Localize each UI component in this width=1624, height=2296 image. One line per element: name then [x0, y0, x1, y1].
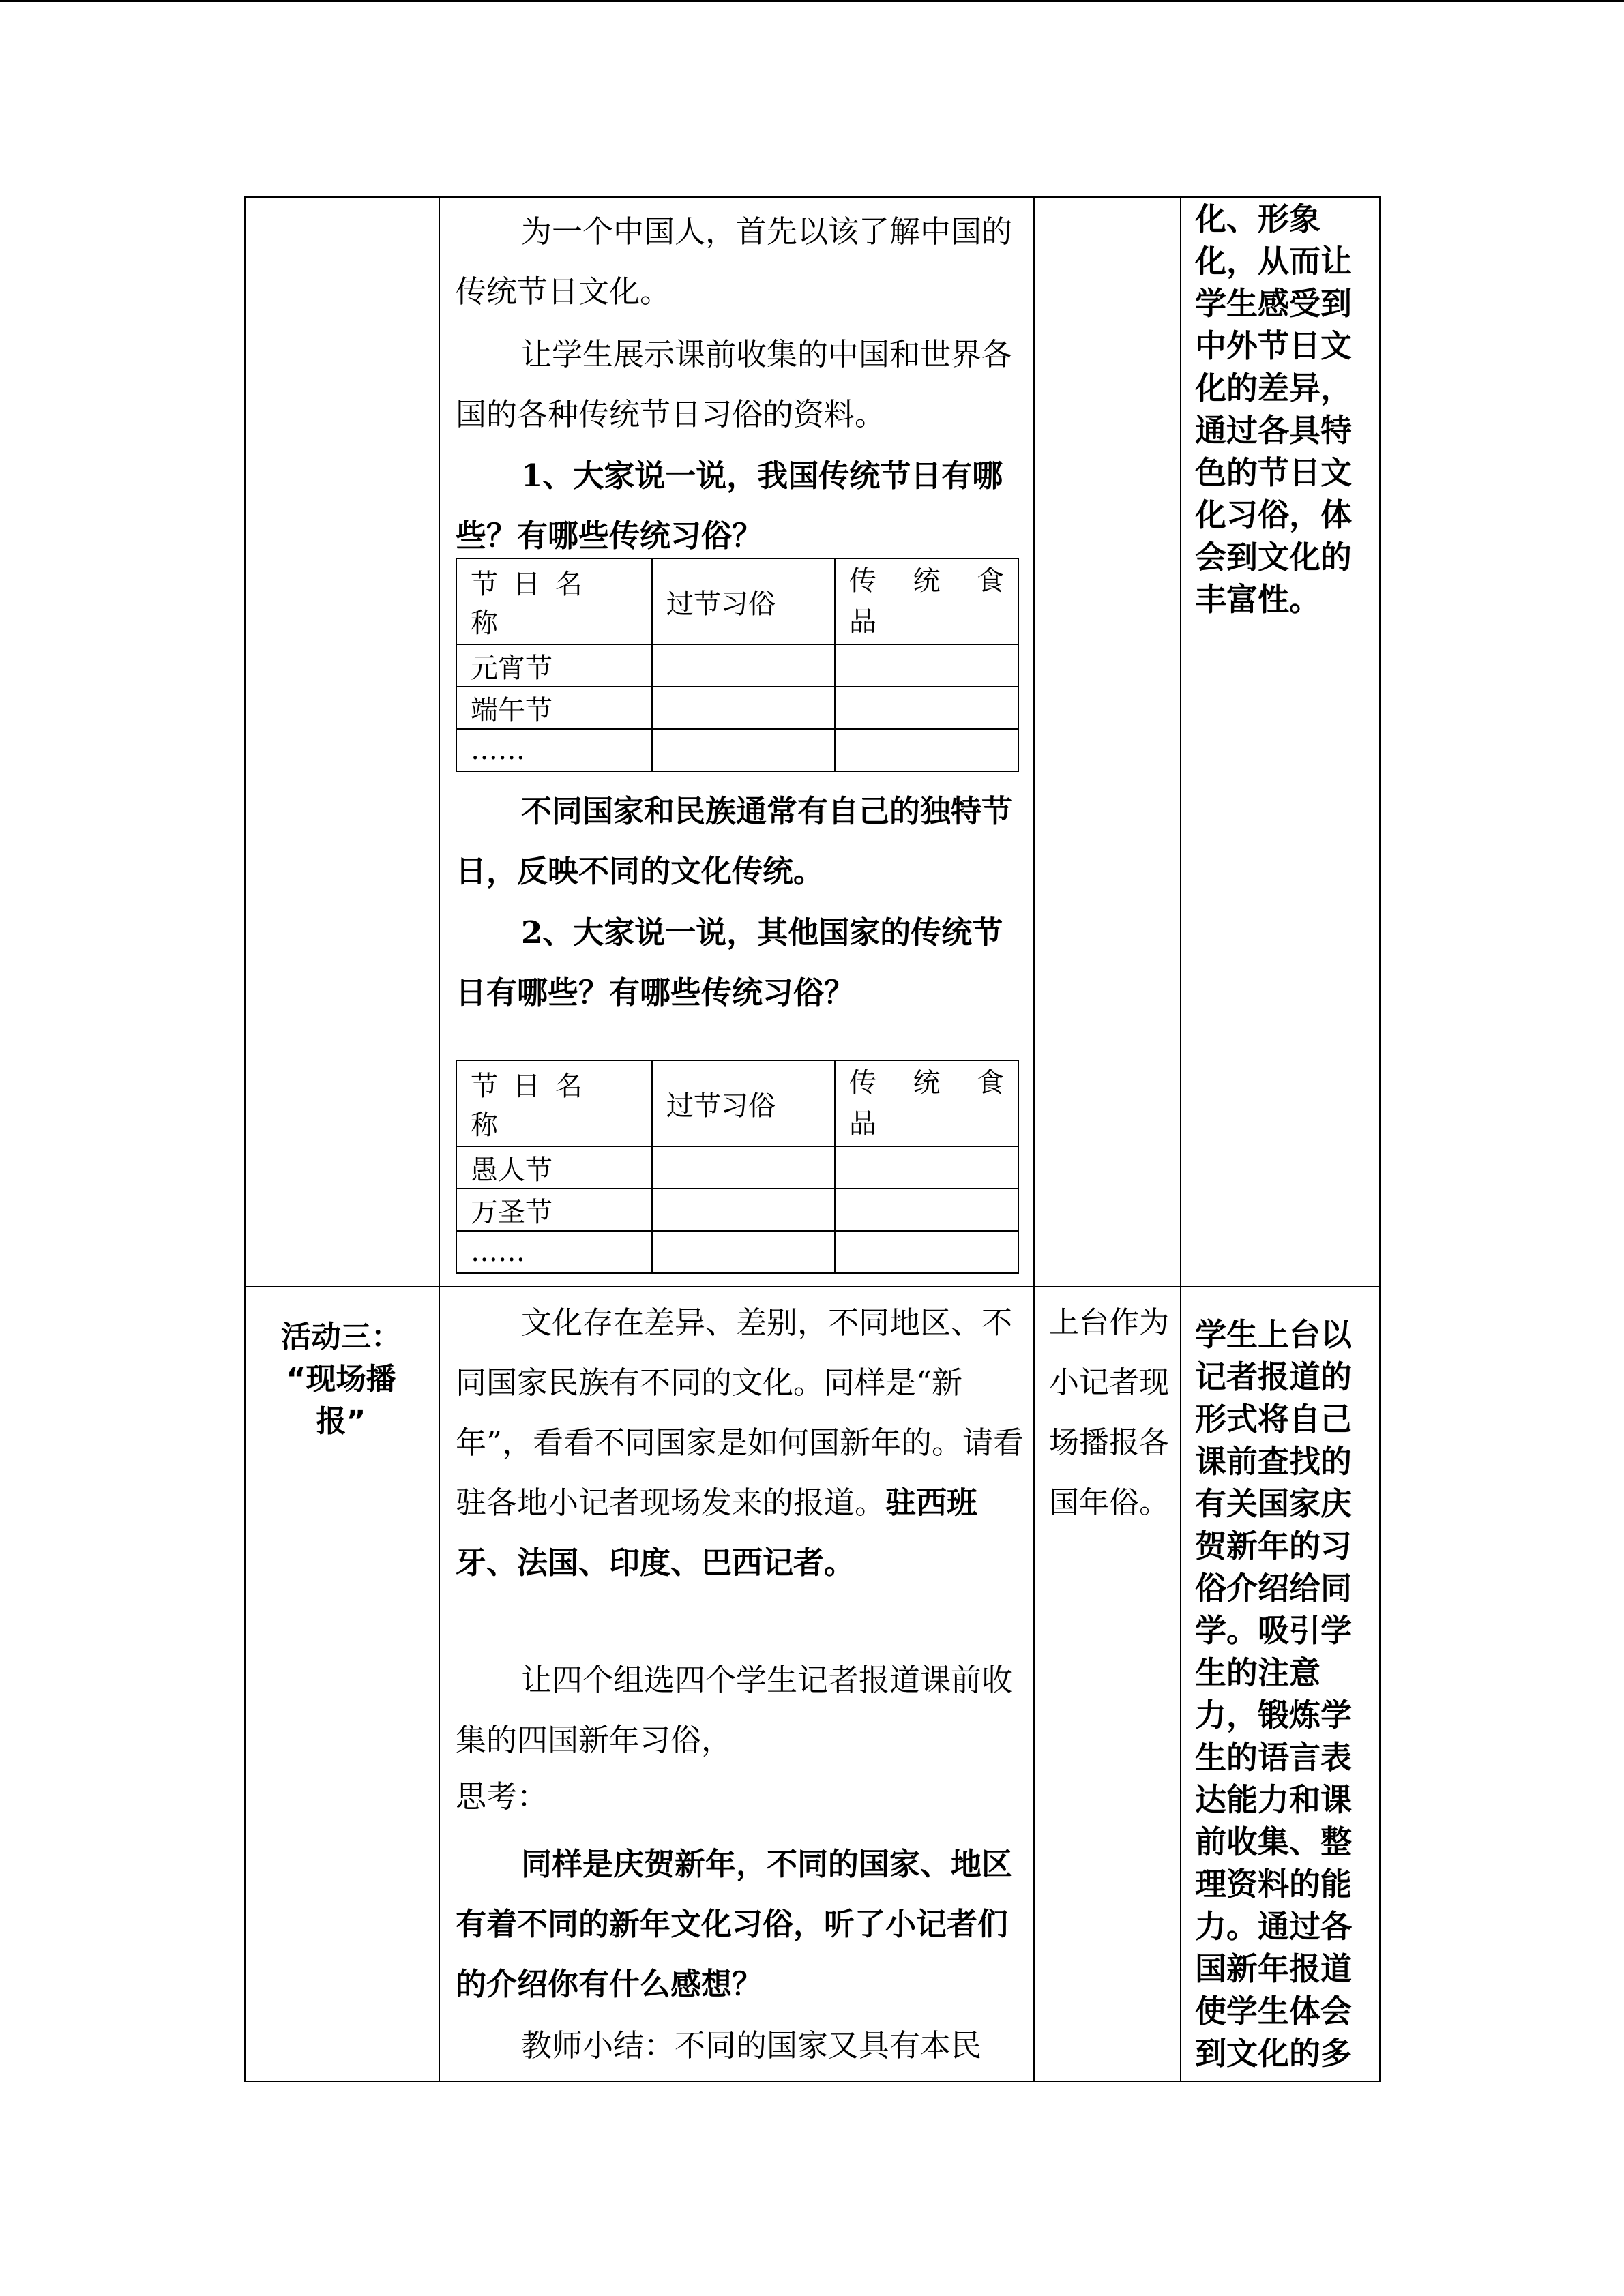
festival-name-cell: 元宵节: [456, 644, 652, 687]
table-row: [456, 1231, 1018, 1273]
row1-design-intent: 化、形象化，从而让学生感受到中外节日文化的差异，通过各具特色的节日文化习俗，体会到文化的丰富性。: [1195, 200, 1352, 618]
festival-name-cell: 愚人节: [456, 1146, 652, 1189]
table-row: [456, 687, 1018, 729]
activity-name-line-1: “现场播: [286, 1362, 396, 1397]
column-divider-1: [439, 196, 440, 2082]
row2-teacher-summary: 教师小结：不同的国家又具有本民: [521, 2027, 982, 2063]
header-festival-name: 节日名称: [456, 1060, 652, 1146]
activity-name-line-2: 报”: [316, 1404, 366, 1439]
foreign-festival-table: [456, 1060, 1019, 1274]
header-customs: 过节习俗: [652, 1060, 835, 1146]
festival-name-cell: 端午节: [456, 687, 652, 729]
row1-paragraph-3: 不同国家和民族通常有自己的独特节日，反映不同的文化传统。: [456, 793, 1013, 889]
row-divider: [244, 1286, 1381, 1287]
row2-think-label: 思考：: [456, 1778, 548, 1815]
header-traditional-food: 传 统 食 品: [835, 558, 1018, 644]
row2-paragraph-2: 让四个组选四个学生记者报道课前收集的四国新年习俗，: [456, 1662, 1013, 1758]
table-row: [456, 1189, 1018, 1231]
activity-label: 活动三：: [281, 1320, 401, 1354]
header-festival-name: 节日名称: [456, 558, 652, 644]
row1-question-1: 1、大家说一说，我国传统节日有哪些？有哪些传统习俗？: [456, 458, 1003, 554]
header-customs: 过节习俗: [652, 558, 835, 644]
table-row: [456, 644, 1018, 687]
table-bottom-border: [244, 2081, 1381, 2082]
table-left-border: [244, 196, 246, 2082]
festival-name-cell: 万圣节: [456, 1189, 652, 1231]
row2-design-intent: 学生上台以记者报道的形式将自己课前查找的有关国家庆贺新年的习俗介绍给同学。吸引学生的注意力，锻炼学生的语言表达能力和课前收集、整理资料的能力。通过各国新年报道使学生体会到文化的多: [1195, 1316, 1352, 2072]
table-row: [456, 1146, 1018, 1189]
row1-paragraph-2: 让学生展示课前收集的中国和世界各国的各种传统节日习俗的资料。: [456, 336, 1013, 432]
row2-paragraph-1: 文化存在差异、差别，不同地区、不同国家民族有不同的文化。同样是“新年”，看看不同国家是如何国新年的。请看驻各地小记者现场发来的报道。驻西班牙、法国、印度、巴西记者。: [456, 1304, 1024, 1581]
row1-question-2: 2、大家说一说，其他国家的传统节日有哪些？有哪些传统习俗？: [456, 914, 1003, 1011]
activity-title: [246, 1316, 437, 1443]
page-top-border: [0, 0, 1624, 2]
table-right-border: [1379, 196, 1381, 2082]
column-divider-3: [1180, 196, 1181, 2082]
row1-paragraph-1: 为一个中国人，首先以该了解中国的传统节日文化。: [456, 213, 1013, 310]
header-traditional-food: 传 统 食 品: [835, 1060, 1018, 1146]
row2-question: 同样是庆贺新年，不同的国家、地区有着不同的新年文化习俗，听了小记者们的介绍你有什么感想？: [456, 1846, 1013, 2002]
column-divider-2: [1033, 196, 1035, 2082]
festival-name-cell: ……: [456, 729, 652, 771]
student-activity: 上台作为小记者现场播报各国年俗。: [1049, 1305, 1169, 1520]
festival-name-cell: ……: [456, 1231, 652, 1273]
table-row: [456, 729, 1018, 771]
chinese-festival-table: [456, 558, 1019, 772]
